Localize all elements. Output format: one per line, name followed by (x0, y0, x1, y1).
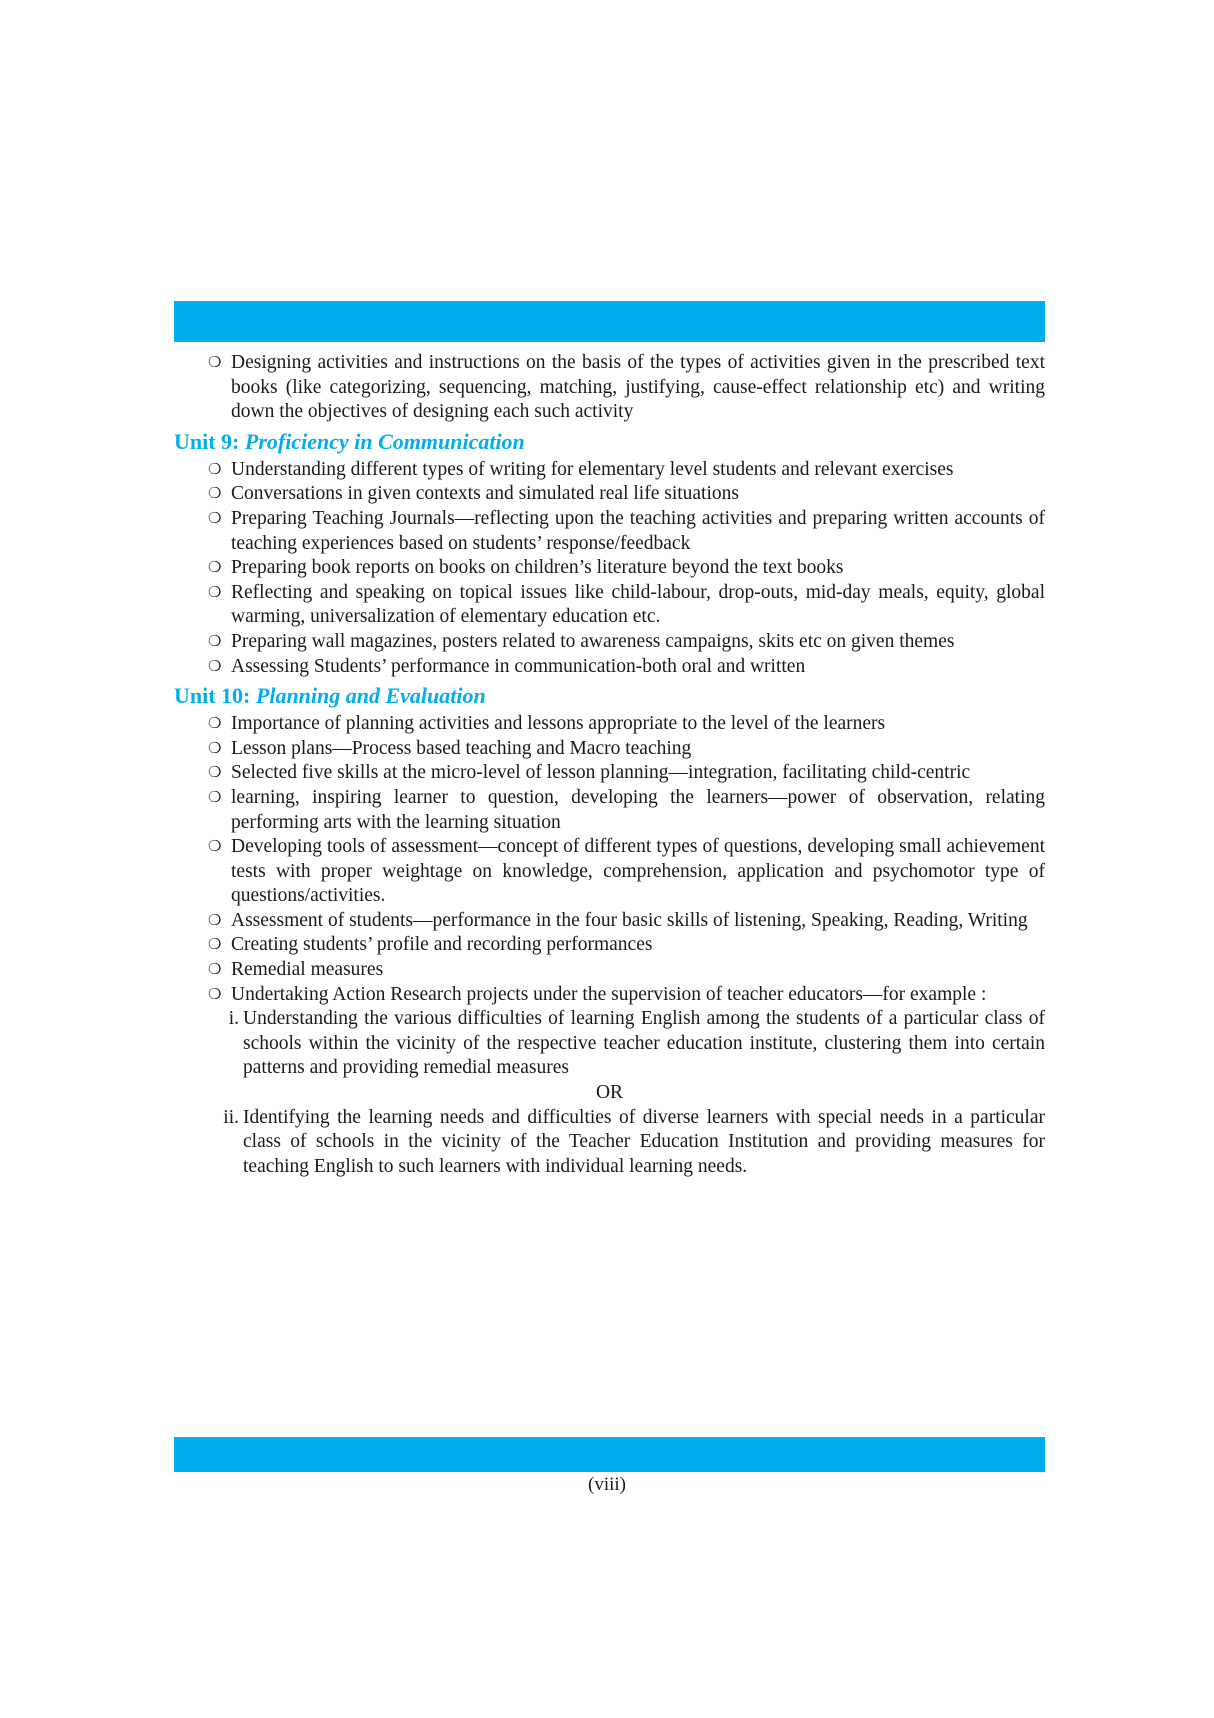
numbered-item (174, 1007, 1045, 1081)
unit-title: Planning and Evaluation (255, 683, 486, 709)
item-text: learning, inspiring learner to question, developing the learners—power of observation, relating performing arts with the learning situation (231, 786, 1045, 833)
list-item (174, 556, 1045, 581)
item-number: ii. (223, 1106, 239, 1128)
list-item (174, 482, 1045, 507)
bullet-icon: ❍ (208, 912, 222, 929)
header-band (174, 301, 1045, 342)
list-item (174, 507, 1045, 556)
list-item (174, 581, 1045, 630)
bullet-icon: ❍ (208, 789, 222, 806)
bullet-icon: ❍ (208, 765, 222, 782)
bullet-icon: ❍ (208, 716, 222, 733)
item-text: Assessment of students—performance in the four basic skills of listening, Speaking, Reading, Writing (231, 909, 1028, 931)
bullet-icon: ❍ (208, 658, 222, 675)
item-text: Assessing Students’ performance in communication-both oral and written (231, 655, 806, 677)
list-item (174, 933, 1045, 958)
list-item (174, 737, 1045, 762)
page-content (174, 351, 1045, 1179)
bullet-icon: ❍ (208, 584, 222, 601)
item-text: Understanding the various difficulties of learning English among the students of a particular class of schools within the vicinity of the respective teacher education institute, clustering them into certain patterns and providing remedial measures (243, 1008, 1045, 1079)
footer-band (174, 1437, 1045, 1472)
list-item (174, 458, 1045, 483)
item-text: Undertaking Action Research projects under the supervision of teacher educators—for example : (231, 983, 987, 1005)
item-number: i. (228, 1008, 239, 1030)
bullet-icon: ❍ (208, 937, 222, 954)
bullet-icon: ❍ (208, 986, 222, 1003)
numbered-item (174, 1106, 1045, 1180)
bullet-icon: ❍ (208, 740, 222, 757)
item-text: Importance of planning activities and lessons appropriate to the level of the learners (231, 713, 886, 735)
item-text: Conversations in given contexts and simulated real life situations (231, 483, 739, 505)
list-item (174, 630, 1045, 655)
unit-heading (174, 683, 1045, 709)
bullet-icon: ❍ (208, 560, 222, 577)
bullet-icon: ❍ (208, 510, 222, 527)
list-item (174, 909, 1045, 934)
item-text: Preparing wall magazines, posters related to awareness campaigns, skits etc on given themes (231, 630, 955, 652)
list-item (174, 761, 1045, 786)
item-text: Lesson plans—Process based teaching and Macro teaching (231, 737, 692, 759)
list-item (174, 712, 1045, 737)
item-text: Reflecting and speaking on topical issues like child-labour, drop-outs, mid-day meals, equity, global warming, universalization of elementary education etc. (231, 581, 1045, 628)
item-text: Developing tools of assessment—concept of different types of questions, developing small achievement tests with proper weightage on knowledge, comprehension, application and psychomotor type of questions/activities. (231, 836, 1045, 907)
item-text: Designing activities and instructions on the basis of the types of activities given in the prescribed text books (like categorizing, sequencing, matching, justifying, cause-effect relationship etc) and writing down the objectives of designing each such activity (231, 352, 1045, 423)
item-text: Selected five skills at the micro-level of lesson planning—integration, facilitating child-centric (231, 762, 971, 784)
bullet-icon: ❍ (208, 962, 222, 979)
item-text: Creating students’ profile and recording performances (231, 934, 653, 956)
bullet-icon: ❍ (208, 839, 222, 856)
item-text: Preparing Teaching Journals—reflecting upon the teaching activities and preparing written accounts of teaching experiences based on students’ response/feedback (231, 507, 1045, 554)
item-text: Preparing book reports on books on children’s literature beyond the text books (231, 557, 844, 579)
list-item (174, 835, 1045, 909)
unit-title: Proficiency in Communication (244, 428, 525, 454)
unit-heading (174, 429, 1045, 455)
bullet-icon: ❍ (208, 355, 222, 371)
list-item (174, 983, 1045, 1008)
unit-label: Unit 9: (174, 428, 240, 454)
list-item (174, 351, 1045, 425)
unit-label: Unit 10: (174, 683, 251, 709)
list-item (174, 655, 1045, 680)
item-text: Remedial measures (231, 959, 384, 981)
bullet-icon: ❍ (208, 633, 222, 650)
item-text: Understanding different types of writing for elementary level students and relevant exercises (231, 458, 954, 480)
list-item (174, 958, 1045, 983)
bullet-icon: ❍ (208, 486, 222, 503)
page-number: (viii) (588, 1474, 626, 1495)
list-item (174, 786, 1045, 835)
or-separator: OR (595, 1082, 624, 1104)
item-text: Identifying the learning needs and difficulties of diverse learners with special needs in a particular class of schools in the vicinity of the Teacher Education Institution and providing measures for teaching English to such learners with individual learning needs. (243, 1106, 1045, 1177)
bullet-icon: ❍ (208, 461, 222, 478)
